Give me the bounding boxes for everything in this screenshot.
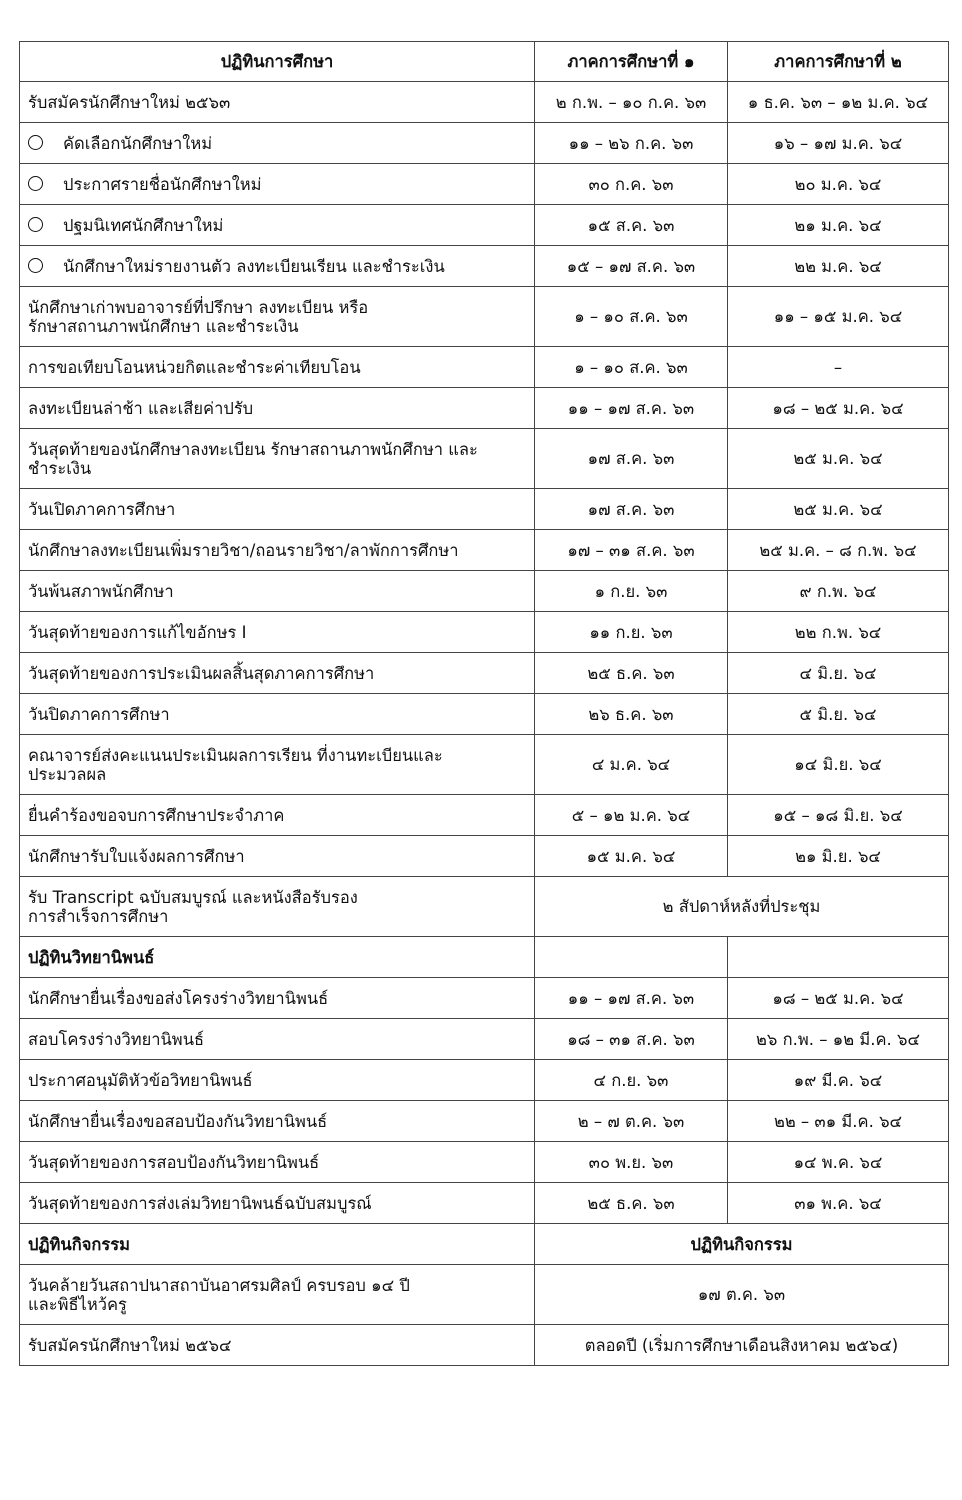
semester-2-date: ๑๕ – ๑๘ มิ.ย. ๖๔ — [728, 795, 949, 836]
semester-1-date: ๓๐ ก.ค. ๖๓ — [535, 164, 728, 205]
row-label-line-1: นักศึกษาเก่าพบอาจารย์ที่ปรึกษา ลงทะเบียน หรือ — [28, 297, 369, 317]
semester-1-date: ๑๘ – ๓๑ ส.ค. ๖๓ — [535, 1019, 728, 1060]
circle-bullet-icon — [28, 176, 43, 191]
table-row — [20, 1101, 949, 1142]
table-row — [20, 877, 949, 937]
row-label: การขอเทียบโอนหน่วยกิตและชำระค่าเทียบโอน — [20, 347, 535, 388]
table-row — [20, 205, 949, 246]
semester-2-date — [728, 937, 949, 978]
semester-2-date: ๕ มิ.ย. ๖๔ — [728, 694, 949, 735]
row-label — [20, 287, 535, 347]
semester-1-date: ๑๗ – ๓๑ ส.ค. ๖๓ — [535, 530, 728, 571]
semester-1-date: ๔ ก.ย. ๖๓ — [535, 1060, 728, 1101]
semester-1-date: ๑๗ ส.ค. ๖๓ — [535, 429, 728, 489]
row-label: นักศึกษาลงทะเบียนเพิ่มรายวิชา/ถอนรายวิชา/ลาพักการศึกษา — [20, 530, 535, 571]
semester-2-date: ๑๑ – ๑๕ ม.ค. ๖๔ — [728, 287, 949, 347]
semester-2-date: ๙ ก.พ. ๖๔ — [728, 571, 949, 612]
semester-1-date: ๑ – ๑๐ ส.ค. ๖๓ — [535, 287, 728, 347]
semester-2-date: ๒๒ ม.ค. ๖๔ — [728, 246, 949, 287]
semester-1-date: ๒ – ๗ ต.ค. ๖๓ — [535, 1101, 728, 1142]
semester-1-date: ๑๑ – ๑๗ ส.ค. ๖๓ — [535, 388, 728, 429]
row-label — [20, 735, 535, 795]
row-label — [20, 877, 535, 937]
section-row — [20, 937, 949, 978]
semester-2-date: ๑ ธ.ค. ๖๓ – ๑๒ ม.ค. ๖๔ — [728, 82, 949, 123]
row-label-sub — [20, 246, 535, 287]
semester-1-date: ๑ – ๑๐ ส.ค. ๖๓ — [535, 347, 728, 388]
table-row — [20, 429, 949, 489]
row-label — [20, 1265, 535, 1325]
table-row — [20, 612, 949, 653]
header-row — [20, 42, 949, 82]
table-row — [20, 653, 949, 694]
both-semesters-value: ๑๗ ต.ค. ๖๓ — [535, 1265, 949, 1325]
row-label-line-2: และพิธีไหว้ครู — [28, 1294, 127, 1314]
both-semesters-value: ตลอดปี (เริ่มการศึกษาเดือนสิงหาคม ๒๕๖๔) — [535, 1325, 949, 1366]
table-row — [20, 1019, 949, 1060]
table-row — [20, 836, 949, 877]
table-row — [20, 347, 949, 388]
semester-1-date: ๑๗ ส.ค. ๖๓ — [535, 489, 728, 530]
semester-2-date: ๒๒ ก.พ. ๖๔ — [728, 612, 949, 653]
semester-2-date: ๒๑ มิ.ย. ๖๔ — [728, 836, 949, 877]
table-row — [20, 246, 949, 287]
row-label-line-1: คณาจารย์ส่งคะแนนประเมินผลการเรียน ที่งานทะเบียนและ — [28, 745, 443, 765]
row-label: ลงทะเบียนล่าช้า และเสียค่าปรับ — [20, 388, 535, 429]
table-row — [20, 287, 949, 347]
row-label: วันสุดท้ายของการส่งเล่มวิทยานิพนธ์ฉบับสมบูรณ์ — [20, 1183, 535, 1224]
circle-bullet-icon — [28, 135, 43, 150]
row-label-sub — [20, 164, 535, 205]
circle-bullet-icon — [28, 258, 43, 273]
semester-2-date: ๒๕ ม.ค. – ๘ ก.พ. ๖๔ — [728, 530, 949, 571]
semester-2-date: ๑๔ มิ.ย. ๖๔ — [728, 735, 949, 795]
row-label-text: ประกาศรายชื่อนักศึกษาใหม่ — [63, 174, 262, 194]
semester-2-date: ๒๑ ม.ค. ๖๔ — [728, 205, 949, 246]
semester-2-date: ๒๖ ก.พ. – ๑๒ มี.ค. ๖๔ — [728, 1019, 949, 1060]
row-label: ประกาศอนุมัติหัวข้อวิทยานิพนธ์ — [20, 1060, 535, 1101]
table-row — [20, 530, 949, 571]
row-label-sub — [20, 123, 535, 164]
table-row — [20, 388, 949, 429]
row-label-line-2: ประมวลผล — [28, 764, 107, 784]
table-row — [20, 978, 949, 1019]
row-label-line-2: รักษาสถานภาพนักศึกษา และชำระเงิน — [28, 316, 299, 336]
row-label: นักศึกษายื่นเรื่องขอส่งโครงร่างวิทยานิพนธ์ — [20, 978, 535, 1019]
row-label-line-1: รับ Transcript ฉบับสมบูรณ์ และหนังสือรับรอง — [28, 887, 358, 907]
section-title-activities-right: ปฏิทินกิจกรรม — [535, 1224, 949, 1265]
table-row — [20, 489, 949, 530]
row-label-line-2: ชำระเงิน — [28, 458, 92, 478]
circle-bullet-icon — [28, 217, 43, 232]
semester-1-date: ๒ ก.พ. – ๑๐ ก.ค. ๖๓ — [535, 82, 728, 123]
table-row — [20, 1265, 949, 1325]
row-label: ยื่นคำร้องขอจบการศึกษาประจำภาค — [20, 795, 535, 836]
semester-2-date: ๑๘ – ๒๕ ม.ค. ๖๔ — [728, 978, 949, 1019]
semester-1-date: ๒๕ ธ.ค. ๖๓ — [535, 1183, 728, 1224]
row-label: วันสุดท้ายของการสอบป้องกันวิทยานิพนธ์ — [20, 1142, 535, 1183]
row-label-line-1: วันคล้ายวันสถาปนาสถาบันอาศรมศิลป์ ครบรอบ ๑๔ ปี — [28, 1275, 410, 1295]
academic-calendar-table — [19, 41, 949, 1366]
semester-2-date: ๓๑ พ.ค. ๖๔ — [728, 1183, 949, 1224]
section-row — [20, 1224, 949, 1265]
row-label: วันสุดท้ายของการแก้ไขอักษร I — [20, 612, 535, 653]
row-label-line-1: วันสุดท้ายของนักศึกษาลงทะเบียน รักษาสถานภาพนักศึกษา และ — [28, 439, 478, 459]
row-label: นักศึกษายื่นเรื่องขอสอบป้องกันวิทยานิพนธ์ — [20, 1101, 535, 1142]
header-semester-2: ภาคการศึกษาที่ ๒ — [728, 42, 949, 82]
semester-1-date: ๑๕ – ๑๗ ส.ค. ๖๓ — [535, 246, 728, 287]
semester-2-date: ๒๐ ม.ค. ๖๔ — [728, 164, 949, 205]
header-semester-1: ภาคการศึกษาที่ ๑ — [535, 42, 728, 82]
semester-1-date: ๑๑ – ๑๗ ส.ค. ๖๓ — [535, 978, 728, 1019]
row-label: นักศึกษารับใบแจ้งผลการศึกษา — [20, 836, 535, 877]
table-row — [20, 82, 949, 123]
semester-2-date: ๔ มิ.ย. ๖๔ — [728, 653, 949, 694]
table-row — [20, 795, 949, 836]
row-label-text: คัดเลือกนักศึกษาใหม่ — [63, 133, 213, 153]
section-title-thesis: ปฏิทินวิทยานิพนธ์ — [20, 937, 535, 978]
section-title-activities: ปฏิทินกิจกรรม — [20, 1224, 535, 1265]
table-row — [20, 1325, 949, 1366]
table-row — [20, 164, 949, 205]
row-label-text: ปฐมนิเทศนักศึกษาใหม่ — [63, 215, 224, 235]
semester-2-date: ๒๒ – ๓๑ มี.ค. ๖๔ — [728, 1101, 949, 1142]
row-label: รับสมัครนักศึกษาใหม่ ๒๕๖๔ — [20, 1325, 535, 1366]
row-label: วันสุดท้ายของการประเมินผลสิ้นสุดภาคการศึกษา — [20, 653, 535, 694]
row-label-line-2: การสำเร็จการศึกษา — [28, 906, 169, 926]
semester-1-date: ๑๕ ส.ค. ๖๓ — [535, 205, 728, 246]
semester-1-date: ๒๕ ธ.ค. ๖๓ — [535, 653, 728, 694]
row-label: วันเปิดภาคการศึกษา — [20, 489, 535, 530]
table-row — [20, 694, 949, 735]
semester-1-date: ๕ – ๑๒ ม.ค. ๖๔ — [535, 795, 728, 836]
both-semesters-value: ๒ สัปดาห์หลังที่ประชุม — [535, 877, 949, 937]
table-row — [20, 1183, 949, 1224]
row-label: วันปิดภาคการศึกษา — [20, 694, 535, 735]
table-row — [20, 123, 949, 164]
row-label: รับสมัครนักศึกษาใหม่ ๒๕๖๓ — [20, 82, 535, 123]
semester-1-date: ๑๑ – ๒๖ ก.ค. ๖๓ — [535, 123, 728, 164]
semester-1-date: ๑๑ ก.ย. ๖๓ — [535, 612, 728, 653]
semester-2-date: ๑๘ – ๒๕ ม.ค. ๖๔ — [728, 388, 949, 429]
semester-2-date: ๒๕ ม.ค. ๖๔ — [728, 429, 949, 489]
semester-2-date: ๒๕ ม.ค. ๖๔ — [728, 489, 949, 530]
table-row — [20, 571, 949, 612]
table-row — [20, 1060, 949, 1101]
semester-1-date: ๑๕ ม.ค. ๖๔ — [535, 836, 728, 877]
semester-2-date: ๑๔ พ.ค. ๖๔ — [728, 1142, 949, 1183]
row-label-sub — [20, 205, 535, 246]
semester-1-date: ๒๖ ธ.ค. ๖๓ — [535, 694, 728, 735]
semester-1-date — [535, 937, 728, 978]
table-row — [20, 735, 949, 795]
row-label: สอบโครงร่างวิทยานิพนธ์ — [20, 1019, 535, 1060]
header-activity: ปฏิทินการศึกษา — [20, 42, 535, 82]
semester-2-date: ๑๙ มี.ค. ๖๔ — [728, 1060, 949, 1101]
semester-1-date: ๓๐ พ.ย. ๖๓ — [535, 1142, 728, 1183]
row-label — [20, 429, 535, 489]
row-label: วันพ้นสภาพนักศึกษา — [20, 571, 535, 612]
semester-1-date: ๑ ก.ย. ๖๓ — [535, 571, 728, 612]
table-row — [20, 1142, 949, 1183]
semester-2-date: ๑๖ – ๑๗ ม.ค. ๖๔ — [728, 123, 949, 164]
row-label-text: นักศึกษาใหม่รายงานตัว ลงทะเบียนเรียน และชำระเงิน — [63, 256, 445, 276]
semester-1-date: ๔ ม.ค. ๖๔ — [535, 735, 728, 795]
semester-2-date: – — [728, 347, 949, 388]
